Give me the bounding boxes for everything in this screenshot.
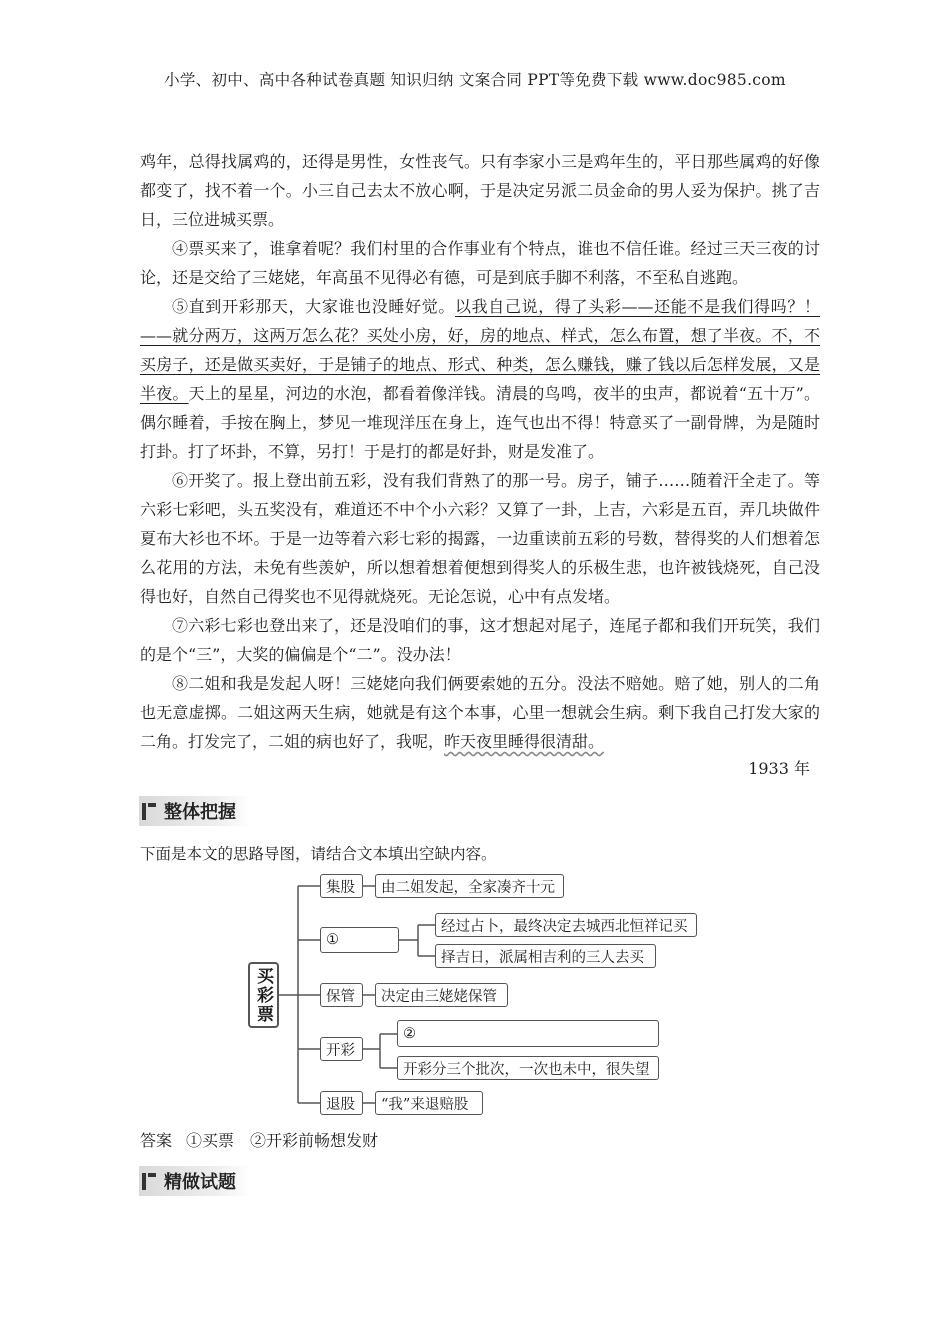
answer-label: 答案 [140,1131,173,1150]
branch-tuigu-detail: “我”来退赔股 [375,1091,483,1115]
paragraph-7: ⑦六彩七彩也登出来了，还是没咱们的事，这才想起对尾子，连尾子都和我们开玩笑，我们的是个“三”，大奖的偏偏是个“二”。没办法！ [140,616,820,664]
branch-blank-1: ① [320,927,399,953]
paragraph-3-continued: 鸡年，总得找属鸡的，还得是男性，女性丧气。只有李家小三是鸡年生的，平日那些属鸡的好像都变了，找不着一个。小三自己去太不放心啊，于是决定另派二员金命的男人妥为保护。挑了吉日，三位进城买票。 [140,152,820,229]
publication-year: 1933 年 [748,759,810,778]
page-header: 小学、初中、高中各种试卷真题 知识归纳 文案合同 PPT等免费下载 www.doc985.com [164,71,786,89]
branch-baoguan-detail: 决定由三姥姥保管 [375,983,508,1007]
wavy-underlined-phrase: 昨天夜里睡得很清甜。 [444,732,605,751]
branch-blank-2: ② [397,1020,659,1047]
paragraph-5-rest: 天上的星星，河边的水泡，都看着像洋钱。清晨的鸟鸣，夜半的虫声，都说着“五十万”。偶尔睡着，手按在胸上，梦见一堆现洋压在身上，连气也出不得！特意买了一副骨牌，为是随时打卦。打了坏卦，不算，另打！于是打的都是好卦，财是发准了。 [140,384,820,461]
mindmap-root-label: 买彩票 [253,966,273,1024]
answer-line [140,1128,394,1151]
branch-tuigu: 退股 [320,1091,363,1115]
section-marker-icon [142,1172,158,1190]
branch-jigu: 集股 [320,874,363,898]
section-heading-practice [139,1166,251,1196]
answer-item-2: ②开彩前畅想发财 [250,1131,379,1150]
instruction-text: 下面是本文的思路导图，请结合文本填出空缺内容。 [140,845,497,863]
branch-blank-1-detail-b: 择吉日，派属相吉利的三人去买 [435,944,656,968]
branch-blank-1-detail-a: 经过占卜，最终决定去城西北恒祥记买 [435,913,697,937]
answer-item-1: ①买票 [186,1131,235,1150]
section-title: 精做试题 [164,1172,236,1193]
paragraph-8-start: ⑧二姐和我是发起人呀！三姥姥向我们俩要索她的五分。没法不赔她。赔了她，别人的二角也无意虚掷。二姐这两天生病，她就是有这个本事，心里一想就会生病。剩下我自己打发大家的二角。打发完了，二姐的病也好了，我呢， [140,674,820,751]
paragraph-4: ④票买来了，谁拿着呢？我们村里的合作事业有个特点，谁也不信任谁。经过三天三夜的讨论，还是交给了三姥姥，年高虽不见得必有德，可是到底手脚不利落，不至私自逃跑。 [140,239,820,287]
underlined-sentence: 以我自己说，得了头彩——还能不是我们得吗？！——就分两万，这两万怎么花？买处小房，好，房的地点、样式，怎么布置，想了半夜。不，不买房子，还是做买卖好，于是铺子的地点、形式、种类，怎么赚钱，赚了钱以后怎样发展，又是半夜。 [140,297,820,403]
section-title: 整体把握 [164,802,236,823]
paragraph-6: ⑥开奖了。报上登出前五彩，没有我们背熟了的那一号。房子，铺子……随着汗全走了。等六彩七彩吧，头五奖没有，难道还不中个小六彩？又算了一卦，上吉，六彩是五百，弄几块做件夏布大衫也不坏。于是一边等着六彩七彩的揭露，一边重读前五彩的号数，替得奖的人们想着怎么花用的方法，未免有些羡妒，所以想着想着便想到得奖人的乐极生悲，也许被钱烧死，自己没得也好，自然自己得奖也不见得就烧死。无论怎说，心中有点发堵。 [140,471,820,606]
branch-baoguan: 保管 [320,983,363,1007]
branch-kaicai-detail: 开彩分三个批次，一次也未中，很失望 [397,1056,659,1080]
paragraph-5-start: ⑤直到开彩那天，大家谁也没睡好觉。 [172,297,456,316]
mindmap-root [248,962,279,1028]
branch-kaicai: 开彩 [320,1037,363,1061]
branch-jigu-detail: 由二姐发起，全家凑齐十元 [375,874,564,898]
